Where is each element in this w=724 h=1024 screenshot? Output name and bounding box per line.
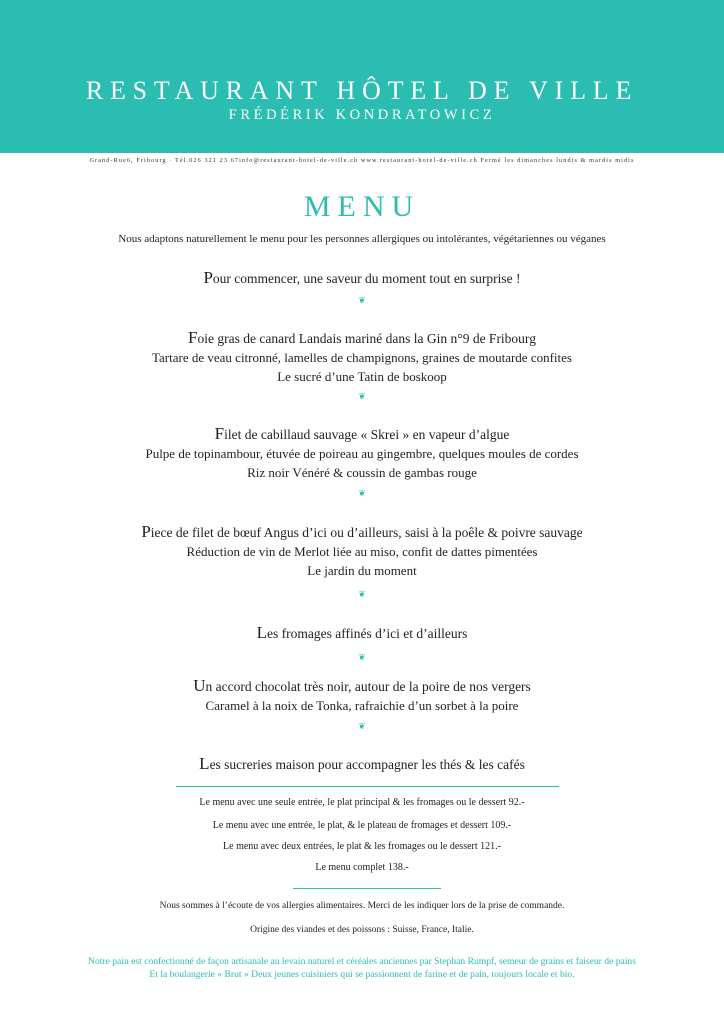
chef-name: FRÉDÉRIK KONDRATOWICZ: [228, 107, 496, 123]
bread-note-line: Et la boulangerie « Brut » Deux jeunes cuisiniers qui se passionnent de farine et de pain, toujours locale et bio.: [149, 969, 575, 980]
course-fromages: [0, 623, 724, 643]
restaurant-title: RESTAURANT HÔTEL DE VILLE: [85, 76, 639, 105]
ornament-icon: ❦: [358, 722, 366, 732]
course-detail: Le sucré d’une Tatin de boskoop: [277, 369, 447, 384]
course-starter-surprise: [0, 268, 724, 288]
bread-note: [0, 955, 724, 981]
ornament-icon: ❦: [358, 653, 366, 663]
course-heading: Piece de filet de bœuf Angus d’ici ou d’ailleurs, saisi à la poêle & poivre sauvage: [141, 522, 583, 541]
ornament-icon: ❦: [358, 296, 366, 306]
ornament-icon: ❦: [358, 392, 366, 402]
course-detail: Le jardin du moment: [307, 563, 417, 578]
contact-address-line: Grand-Rue6, Fribourg · Tél.026 321 23 67info@restaurant-hotel-de-ville.ch www.restaurant-hotel-de-ville.ch Fermé les dimanches lundis & mardis midis: [89, 157, 635, 164]
course-heading: Les sucreries maison pour accompagner les thés & les cafés: [199, 754, 525, 773]
course-foie-gras: [0, 328, 724, 386]
divider-line: [293, 888, 441, 889]
course-chocolat: [0, 676, 724, 715]
course-detail: Pulpe de topinambour, étuvée de poireau au gingembre, quelques moules de cordes: [145, 446, 579, 461]
course-heading: Filet de cabillaud sauvage « Skrei » en vapeur d’algue: [214, 424, 510, 443]
course-detail: Tartare de veau citronné, lamelles de champignons, graines de moutarde confites: [152, 350, 572, 365]
course-boeuf: [0, 522, 724, 580]
ornament-icon: ❦: [358, 489, 366, 499]
course-detail: Riz noir Vénéré & coussin de gambas rouge: [247, 465, 477, 480]
course-heading: Pour commencer, une saveur du moment tout en surprise !: [203, 268, 521, 287]
divider-line: [176, 786, 559, 787]
course-detail: Réduction de vin de Merlot liée au miso, confit de dattes pimentées: [186, 544, 538, 559]
course-cabillaud: [0, 424, 724, 482]
header-banner: [0, 0, 724, 153]
allergy-note: Nous sommes à l’écoute de vos allergies alimentaires. Merci de les indiquer lors de la prise de commande.: [159, 901, 565, 911]
course-heading: Un accord chocolat très noir, autour de la poire de nos vergers: [193, 676, 531, 695]
price-option: Le menu avec deux entrées, le plat & les fromages ou le dessert 121.-: [223, 841, 501, 852]
course-heading: Les fromages affinés d’ici et d’ailleurs: [256, 623, 468, 642]
course-sucreries: [0, 754, 724, 774]
course-detail: Caramel à la noix de Tonka, rafraichie d’un sorbet à la poire: [205, 698, 519, 713]
bread-note-line: Notre pain est confectionné de façon artisanale au levain naturel et céréales anciennes par Stephan Rumpf, semeur de grains et faiseur de pains: [88, 956, 636, 967]
price-option: Le menu complet 138.-: [315, 862, 409, 873]
course-heading: Foie gras de canard Landais mariné dans la Gin n°9 de Fribourg: [188, 328, 536, 347]
menu-title: MENU: [303, 190, 421, 223]
menu-intro: Nous adaptons naturellement le menu pour les personnes allergiques ou intolérantes, végétariennes ou véganes: [118, 233, 606, 245]
origin-note: Origine des viandes et des poissons : Suisse, France, Italie.: [250, 925, 474, 935]
price-option: Le menu avec une entrée, le plat, & le plateau de fromages et dessert 109.-: [212, 820, 512, 831]
price-option: Le menu avec une seule entrée, le plat principal & les fromages ou le dessert 92.-: [199, 797, 525, 808]
ornament-icon: ❦: [358, 590, 366, 600]
